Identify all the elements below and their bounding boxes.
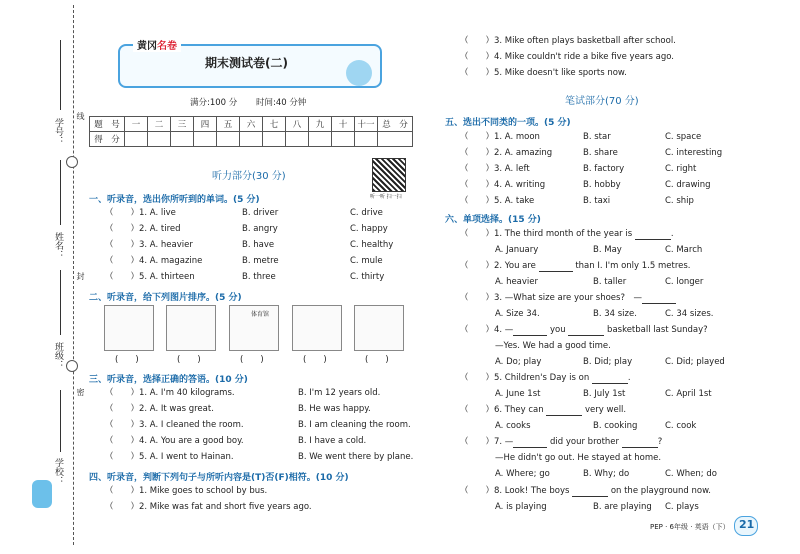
s6-q5-b: B. July 1st [583, 389, 626, 399]
s6-q2-text: （ ）2. You are [460, 261, 536, 271]
s6-q7-reply: —He didn't go out. He stayed at home. [495, 453, 662, 463]
s6-q4-reply: —Yes. We had a good time. [495, 341, 611, 351]
s6-q6-c: C. cook [665, 421, 697, 431]
score-cell: 十 [332, 117, 355, 132]
section-1-title: 一、听录音，选出你所听到的单词。(5 分) [89, 195, 260, 205]
score-cell: 六 [240, 117, 263, 132]
s4-q4: （ ）4. Mike couldn't ride a bike five years ago. [460, 52, 675, 62]
score-input-cell[interactable] [309, 132, 332, 147]
score-cell: 九 [309, 117, 332, 132]
score-input-cell[interactable] [240, 132, 263, 147]
s1-q5: （ ）5. A. thirteen [105, 272, 195, 282]
class-blank [60, 270, 61, 335]
s6-q8-c: C. plays [665, 502, 699, 512]
punch-hole [66, 360, 78, 372]
score-input-cell[interactable] [171, 132, 194, 147]
s1-q2: （ ）2. A. tired [105, 224, 181, 234]
answer-blank[interactable] [572, 496, 608, 497]
answer-blank[interactable] [592, 383, 628, 384]
punch-hole [66, 156, 78, 168]
s1-q1: （ ）1. A. live [105, 208, 176, 218]
score-input-cell[interactable] [332, 132, 355, 147]
s5-q4-b: B. hobby [583, 180, 621, 190]
s6-q5-end: . [627, 373, 631, 383]
binding-line [73, 5, 74, 545]
s6-q7-b: B. Why; do [583, 469, 630, 479]
score-cell: 八 [286, 117, 309, 132]
s6-q5-a: A. June 1st [495, 389, 541, 399]
s6-q5 [460, 373, 631, 384]
s3-q2-b: B. He was happy. [298, 404, 371, 414]
s6-q1-c: C. March [665, 245, 703, 255]
s6-q4 [460, 325, 708, 336]
score-input-cell[interactable] [378, 132, 413, 147]
s6-q1-end: . [670, 229, 674, 239]
brand-logo [133, 37, 181, 52]
s6-q6 [460, 405, 626, 416]
s6-q7-a: A. Where; go [495, 469, 550, 479]
s6-q5-text: （ ）5. Children's Day is on [460, 373, 590, 383]
section-2-title: 二、听录音，给下列图片排序。(5 分) [89, 293, 242, 303]
s6-q2-b: B. taller [593, 277, 627, 287]
s6-q7-end: ? [657, 437, 663, 447]
s5-q2: （ ）2. A. amazing [460, 148, 553, 158]
picture-runner [292, 305, 342, 351]
full-score: 满分:100 分 [190, 98, 238, 108]
score-cell: 五 [217, 117, 240, 132]
s1-q3-c: C. healthy [350, 240, 394, 250]
score-cell: 三 [171, 117, 194, 132]
line-mark: 线 [76, 112, 85, 120]
picture-answer-1[interactable]: ( ) [115, 355, 139, 365]
s1-q5-c: C. thirty [350, 272, 385, 282]
s5-q1-c: C. space [665, 132, 702, 142]
s6-q3-a: A. Size 34. [495, 309, 540, 319]
s6-q2-end: than I. I'm only 1.5 metres. [575, 261, 691, 271]
s6-q6-text: （ ）6. They can [460, 405, 544, 415]
score-cell: 一 [125, 117, 148, 132]
qr-code-icon[interactable] [372, 158, 406, 192]
school-label: 学校： [53, 458, 63, 485]
s1-q4: （ ）4. A. magazine [105, 256, 203, 266]
s6-q3 [460, 293, 676, 304]
s3-q3-b: B. I am cleaning the room. [298, 420, 411, 430]
picture-answer-5[interactable]: ( ) [365, 355, 389, 365]
s3-q4: （ ）4. A. You are a good boy. [105, 436, 244, 446]
s6-q3-b: B. 34 size. [593, 309, 637, 319]
s4-q1: （ ）1. Mike goes to school by bus. [105, 486, 268, 496]
s5-q4: （ ）4. A. writing [460, 180, 546, 190]
s3-q1: （ ）1. A. I'm 40 kilograms. [105, 388, 235, 398]
qr-caption: 听一听 扫一扫 [370, 194, 402, 200]
student-id-blank [60, 40, 61, 110]
answer-blank[interactable] [635, 239, 671, 240]
answer-blank[interactable] [513, 335, 547, 336]
s5-q1: （ ）1. A. moon [460, 132, 540, 142]
s5-q1-b: B. star [583, 132, 611, 142]
picture-sick-boy [354, 305, 404, 351]
class-label: 班级： [53, 342, 63, 369]
s6-q8-end: on the playground now. [610, 486, 711, 496]
s6-q1-a: A. January [495, 245, 539, 255]
mascot-icon [32, 480, 52, 508]
s3-q2: （ ）2. A. It was great. [105, 404, 214, 414]
s1-q4-c: C. mule [350, 256, 383, 266]
section-5-title: 五、选出不同类的一项。(5 分) [445, 118, 571, 128]
section-4-title: 四、听录音，判断下列句子与所听内容是(T)否(F)相符。(10 分) [89, 473, 349, 483]
s1-q2-b: B. angry [242, 224, 278, 234]
s6-q7-text: （ ）7. — [460, 437, 514, 447]
s1-q1-b: B. driver [242, 208, 279, 218]
gym-sign: 体育馆 [251, 311, 270, 318]
picture-answer-4[interactable]: ( ) [303, 355, 327, 365]
s6-q1-text: （ ）1. The third month of the year is [460, 229, 633, 239]
answer-blank[interactable] [622, 447, 658, 448]
score-row-label: 得 分 [90, 132, 125, 147]
s6-q4-text: （ ）4. — [460, 325, 514, 335]
s6-q4-a: A. Do; play [495, 357, 542, 367]
score-table [89, 116, 413, 147]
s1-q1-c: C. drive [350, 208, 383, 218]
s1-q2-c: C. happy [350, 224, 388, 234]
school-blank [60, 390, 61, 452]
s5-q3-c: C. right [665, 164, 697, 174]
picture-snake-girl [104, 305, 154, 351]
score-input-cell[interactable] [148, 132, 171, 147]
listening-part-title: 听力部分(30 分) [212, 171, 286, 182]
answer-blank[interactable] [546, 415, 582, 416]
score-input-cell[interactable] [125, 132, 148, 147]
score-input-cell[interactable] [194, 132, 217, 147]
s6-q7-mid: did your brother [550, 437, 620, 447]
logo-part-b: 名卷 [157, 41, 177, 52]
s6-q4-mid: you [550, 325, 566, 335]
section-3-title: 三、听录音，选择正确的答语。(10 分) [89, 375, 248, 385]
s1-q3: （ ）3. A. heavier [105, 240, 193, 250]
s3-q5-b: B. We went there by plane. [298, 452, 414, 462]
s6-q8-b: B. are playing [593, 502, 652, 512]
s3-q3: （ ）3. A. I cleaned the room. [105, 420, 244, 430]
s5-q5-c: C. ship [665, 196, 694, 206]
answer-blank[interactable] [642, 303, 676, 304]
logo-part-a: 黄冈 [137, 41, 157, 52]
s6-q1 [460, 229, 674, 240]
written-part-title: 笔试部分(70 分) [565, 96, 639, 107]
s6-q6-b: B. cooking [593, 421, 638, 431]
score-cell: 七 [263, 117, 286, 132]
s6-q2-c: C. longer [665, 277, 704, 287]
answer-blank[interactable] [568, 335, 604, 336]
s3-q5: （ ）5. A. I went to Hainan. [105, 452, 234, 462]
dense-mark: 密 [76, 388, 85, 396]
s1-q5-b: B. three [242, 272, 276, 282]
s5-q4-c: C. drawing [665, 180, 711, 190]
s6-q8-a: A. is playing [495, 502, 547, 512]
s3-q4-b: B. I have a cold. [298, 436, 367, 446]
s5-q3: （ ）3. A. left [460, 164, 530, 174]
s6-q4-b: B. Did; play [583, 357, 633, 367]
s6-q7 [460, 437, 662, 448]
picture-answer-2[interactable]: ( ) [177, 355, 201, 365]
answer-blank[interactable] [539, 271, 573, 272]
s5-q5: （ ）5. A. take [460, 196, 535, 206]
score-input-cell[interactable] [217, 132, 240, 147]
answer-blank[interactable] [513, 447, 547, 448]
score-input-cell[interactable] [286, 132, 309, 147]
s6-q2-a: A. heavier [495, 277, 539, 287]
s6-q2 [460, 261, 691, 272]
s5-q2-c: C. interesting [665, 148, 723, 158]
s6-q7-c: C. When; do [665, 469, 717, 479]
s6-q3-text: （ ）3. —What size are your shoes? — [460, 293, 642, 303]
s6-q4-c: C. Did; played [665, 357, 725, 367]
score-cell: 题 号 [90, 117, 125, 132]
s3-q1-b: B. I'm 12 years old. [298, 388, 381, 398]
name-blank [60, 160, 61, 225]
s5-q5-b: B. taxi [583, 196, 611, 206]
s4-q2: （ ）2. Mike was fat and short five years ago. [105, 502, 312, 512]
s6-q8 [460, 486, 711, 497]
s6-q1-b: B. May [593, 245, 622, 255]
s5-q3-b: B. factory [583, 164, 625, 174]
s6-q3-c: C. 34 sizes. [665, 309, 714, 319]
score-cell: 总 分 [378, 117, 413, 132]
picture-answer-3[interactable]: ( ) [240, 355, 264, 365]
score-row-values [90, 132, 413, 147]
score-cell: 十一 [355, 117, 378, 132]
footer-text: PEP · 6年级 · 英语（下） [650, 523, 730, 531]
page-title: 期末测试卷(二) [205, 56, 288, 70]
name-label: 姓名： [53, 232, 63, 259]
s6-q6-a: A. cooks [495, 421, 531, 431]
s4-q5: （ ）5. Mike doesn't like sports now. [460, 68, 627, 78]
seal-mark: 封 [76, 272, 85, 280]
score-cell: 二 [148, 117, 171, 132]
section-6-title: 六、单项选择。(15 分) [445, 215, 541, 225]
s6-q6-end: very well. [585, 405, 627, 415]
student-id-label: 学号： [53, 118, 63, 145]
s6-q4-end: basketball last Sunday? [607, 325, 708, 335]
s1-q3-b: B. have [242, 240, 275, 250]
rabbit-mascot-icon [346, 60, 372, 86]
score-input-cell[interactable] [355, 132, 378, 147]
s6-q5-c: C. April 1st [665, 389, 712, 399]
score-cell: 四 [194, 117, 217, 132]
score-input-cell[interactable] [263, 132, 286, 147]
s6-q8-text: （ ）8. Look! The boys [460, 486, 570, 496]
picture-boy-chairs [166, 305, 216, 351]
s1-q4-b: B. metre [242, 256, 279, 266]
s5-q2-b: B. share [583, 148, 618, 158]
score-row-header [90, 117, 413, 132]
s4-q3: （ ）3. Mike often plays basketball after school. [460, 36, 676, 46]
picture-gym [229, 305, 279, 351]
exam-time: 时间:40 分钟 [256, 98, 307, 108]
page-number: 21 [739, 518, 755, 531]
